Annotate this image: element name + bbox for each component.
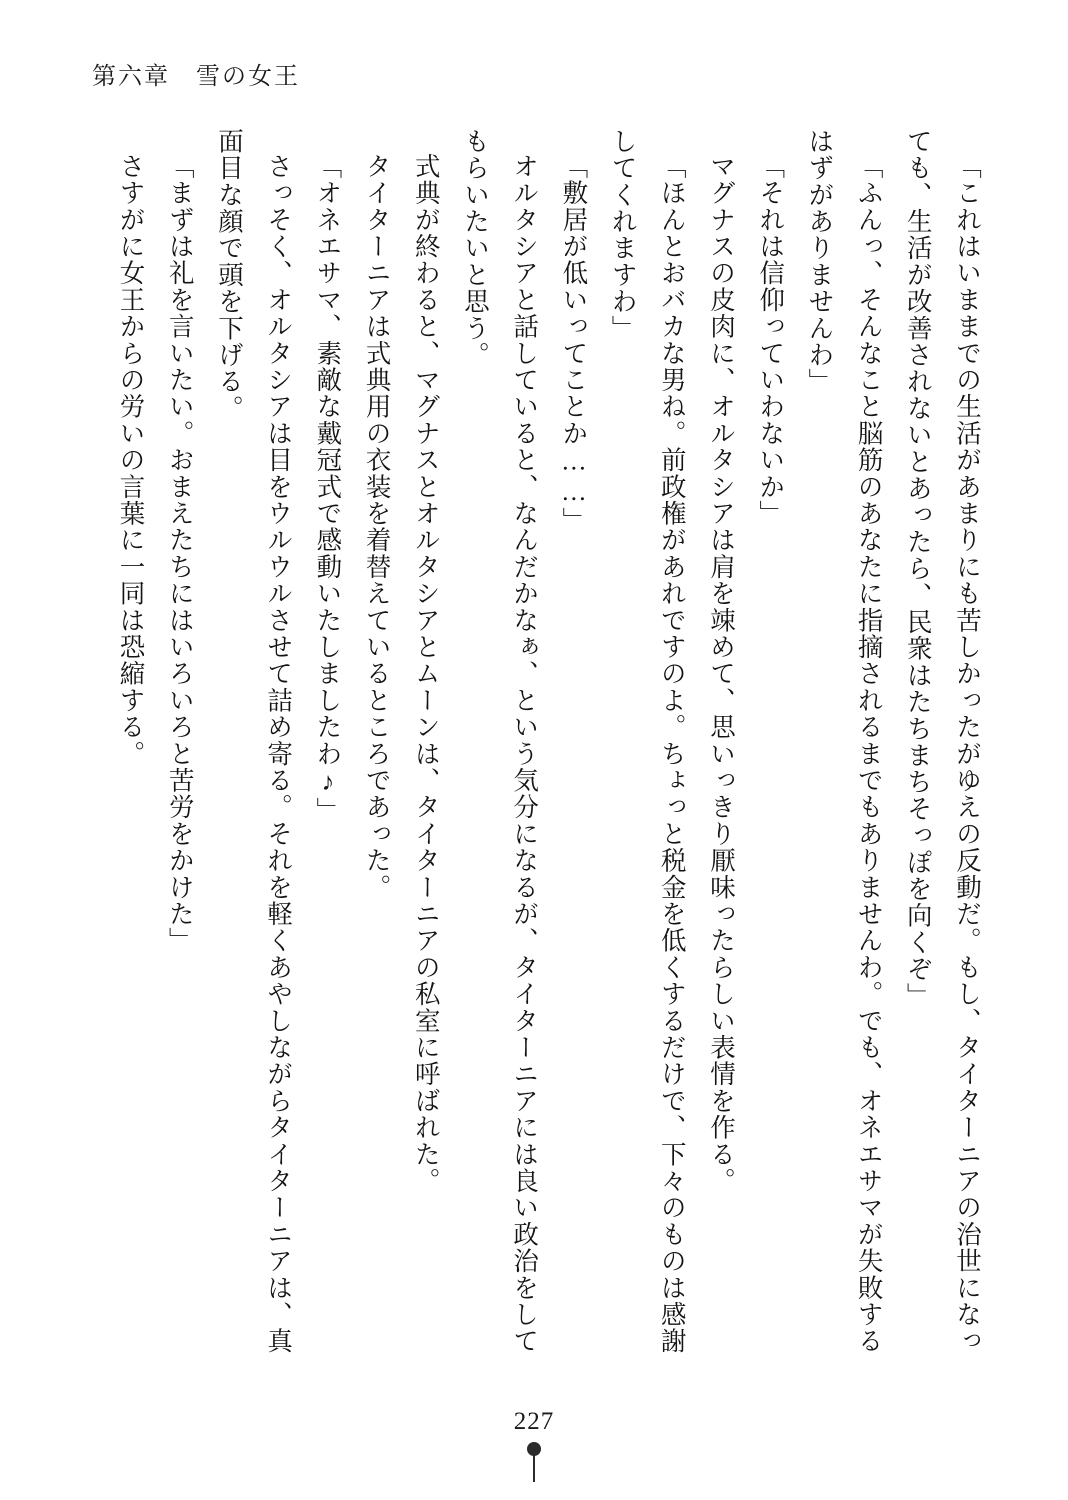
paragraph: 「これはいままでの生活があまりにも苦しかったがゆえの反動だ。もし、タイターニアの治世になっても、生活が改善されないとあったら、民衆はたちまちそっぽを向くぞ」 [903,128,982,1355]
footer-ornament-icon [527,1442,541,1482]
paragraph: さっそく、オルタシアは目をウルウルさせて詰め寄る。それを軽くあやしながらタイターニアは、真面目な顔で頭を下げる。 [214,128,294,1355]
paragraph: 「それは信仰っていわないか」 [756,153,786,527]
paragraph: 「まずは礼を言いたい。おまえたちにはいろいろと苦労をかけた」 [165,153,195,954]
paragraph: 「敷居が低いってことか……」 [559,153,589,534]
page-body-text [112,128,992,1358]
paragraph: 「オネエサマ、素敵な戴冠式で感動いたしましたわ♪」 [313,153,343,824]
paragraph: タイターニアは式典用の衣装を着替えているところであった。 [362,153,392,901]
paragraph: さすがに女王からの労いの言葉に一同は恐縮する。 [116,153,146,768]
paragraph: マグナスの皮肉に、オルタシアは肩を竦めて、思いっきり厭味ったらしい表情を作る。 [706,153,736,1195]
paragraph: 式典が終わると、マグナスとオルタシアとムーンは、タイターニアの私室に呼ばれた。 [411,153,441,1195]
paragraph: オルタシアと話していると、なんだかなぁ、という気分になるが、タイターニアには良い政治をしてもらいたいと思う。 [460,128,540,1355]
page-number: 227 [513,1408,555,1435]
chapter-running-head: 第六章 雪の女王 [92,64,300,90]
paragraph: 「ふんっ、そんなこと脳筋のあなたに指摘されるまでもありませんわ。でも、オネエサマが失敗するはずがありませんわ」 [805,128,884,1355]
paragraph: 「ほんとおバカな男ね。前政権があれですのよ。ちょっと税金を低くするだけで、下々のものは感謝してくれますわ」 [608,128,687,1355]
